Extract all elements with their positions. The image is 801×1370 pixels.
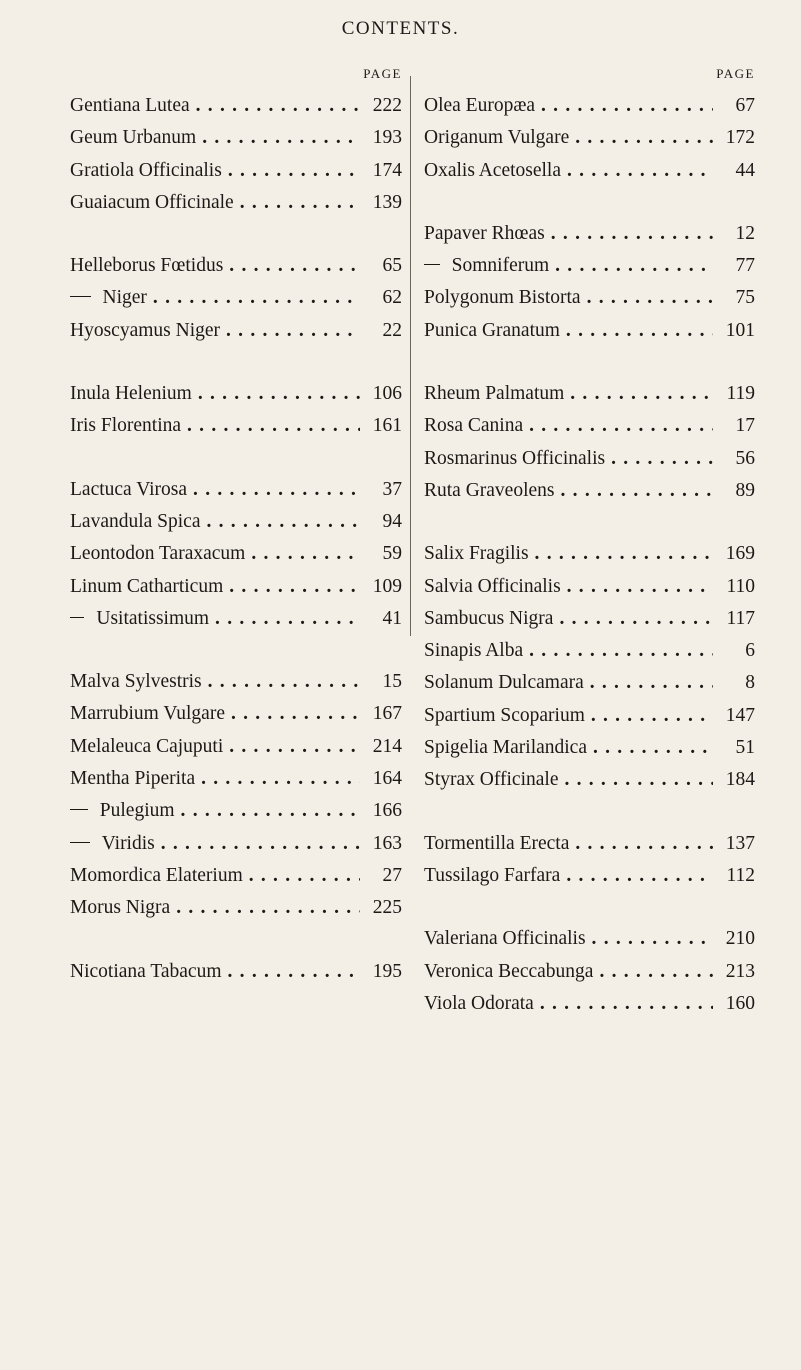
entry-name-text: Oxalis Acetosella [424,159,562,181]
contents-entry [424,538,755,570]
contents-entry [424,315,755,347]
entry-name [70,763,195,795]
entry-name-text: Sambucus Nigra [424,607,554,629]
dot-leader [529,635,713,667]
entry-name-text: Gratiola Officinalis [70,159,222,181]
entry-page-number: 17 [735,415,755,437]
page-column-header: PAGE [363,66,402,81]
dot-leader [249,860,360,892]
entry-name [70,315,220,347]
entry-page-number: 161 [372,415,402,437]
contents-entry [424,282,755,314]
entry-name [424,315,560,347]
entry-name-text: Marrubium Vulgare [70,703,225,725]
dot-leader [201,763,360,795]
dot-leader [198,378,360,410]
entry-name-text: Iris Florentina [70,415,182,437]
entry-page-number: 147 [725,704,755,726]
entry-name [70,731,223,763]
contents-entry [70,90,402,122]
entry-page-number: 106 [372,383,402,405]
dot-leader [176,892,360,924]
entry-page-number: 169 [725,543,755,565]
entry-page-number: 75 [735,287,755,309]
entry-name [70,474,187,506]
entry-page-number: 89 [735,479,755,501]
contents-entry [424,410,755,442]
contents-entry [70,538,402,570]
entry-name [70,155,222,187]
contents-column-left [70,66,402,988]
entry-page-number: 77 [735,255,755,277]
entry-name [424,667,584,699]
contents-entry [424,700,755,732]
entry-name-text: Sinapis Alba [424,640,524,662]
contents-entry [424,667,755,699]
dot-leader [215,603,360,635]
dot-leader [181,795,360,827]
entry-name-text: Hyoscyamus Niger [70,319,221,341]
column-divider [410,76,411,636]
entry-name-text: Momordica Elaterium [70,864,243,886]
dot-leader [228,155,360,187]
entry-name [452,250,550,282]
dot-leader [226,315,360,347]
ditto-dash [70,809,88,810]
entry-page-number: 167 [372,703,402,725]
dot-leader [193,474,360,506]
entry-page-number: 65 [382,255,402,277]
dot-leader [555,250,713,282]
entry-name-text: Punica Granatum [424,319,560,341]
entry-page-number: 12 [735,222,755,244]
entry-name-text: Guaiacum Officinale [70,191,234,213]
entry-name [424,571,561,603]
entry-list [70,90,402,988]
entry-name [424,410,523,442]
dot-leader [535,538,713,570]
dot-leader [207,506,361,538]
entry-name [70,90,190,122]
entry-name-text: Usitatissimum [96,607,210,629]
dot-leader [567,571,713,603]
contents-entry [424,764,755,796]
entry-name [70,956,222,988]
entry-page-number: 37 [382,478,402,500]
contents-entry [424,860,755,892]
entry-page-number: 6 [745,640,755,662]
entry-page-number: 51 [735,737,755,759]
entry-name-text: Spartium Scoparium [424,704,585,726]
entry-name-text: Linum Catharticum [70,575,224,597]
entry-name [70,122,196,154]
entry-page-number: 184 [725,769,755,791]
entry-name-text: Olea Europæa [424,95,536,116]
contents-entry [70,698,402,730]
dot-leader [591,700,713,732]
dot-leader [559,603,713,635]
entry-name [70,410,181,442]
entry-name [424,956,593,988]
entry-name-text: Gentiana Lutea [70,95,190,116]
dot-leader [567,155,713,187]
contents-entry [424,571,755,603]
dot-leader [590,667,713,699]
entry-page-number: 213 [725,960,755,982]
dot-leader [561,475,713,507]
entry-page-number: 27 [382,864,402,886]
ditto-dash [424,264,440,265]
entry-name [103,282,147,314]
dot-leader [570,378,713,410]
contents-entry [70,122,402,154]
entry-name-text: Nicotiana Tabacum [70,960,222,982]
dot-leader [575,828,713,860]
entry-name [70,538,245,570]
contents-entry [424,218,755,250]
entry-name [424,378,564,410]
entry-page-number: 166 [372,800,402,822]
entry-name-text: Melaleuca Cajuputi [70,735,224,757]
dot-leader [208,666,360,698]
ditto-dash [70,617,84,618]
dot-leader [529,410,713,442]
contents-entry [424,988,755,1020]
entry-name-text: Tormentilla Erecta [424,832,570,854]
dot-leader [593,732,713,764]
entry-name-text: Salvia Officinalis [424,575,561,597]
entry-page-number: 119 [726,383,755,405]
entry-page-number: 59 [382,543,402,565]
contents-entry [424,475,755,507]
entry-name [424,122,569,154]
entry-name [424,860,560,892]
contents-entry [424,90,755,122]
dot-leader [161,828,360,860]
entry-name [424,282,581,314]
entry-page-number: 41 [382,607,402,629]
entry-name-text: Leontodon Taraxacum [70,543,246,565]
entry-page-number: 109 [372,575,402,597]
entry-page-number: 160 [725,992,755,1014]
entry-name-text: Rosa Canina [424,415,524,437]
entry-page-number: 174 [372,159,402,181]
entry-name [424,155,561,187]
contents-entry [70,315,402,347]
dot-leader [251,538,360,570]
entry-name-text: Salix Fragilis [424,543,529,565]
contents-entry [424,378,755,410]
contents-entry [70,892,402,924]
dot-leader [202,122,360,154]
entry-name-text: Tussilago Farfara [424,864,561,886]
contents-entry [70,571,402,603]
entry-name-text: Pulegium [99,800,175,822]
contents-entry [424,250,755,282]
entry-page-number: 44 [735,159,755,181]
entry-page-number: 56 [735,447,755,469]
contents-entry [70,378,402,410]
entry-page-number: 172 [725,127,755,149]
ditto-dash [70,296,91,297]
entry-page-number: 62 [382,287,402,309]
contents-entry [424,122,755,154]
page-column-header: PAGE [716,66,755,81]
entry-name-text: Viola Odorata [424,992,534,1014]
entry-name-text: Helleborus Fœtidus [70,255,224,277]
entry-page-number: 164 [372,768,402,790]
contents-entry [424,828,755,860]
entry-name-text: Rosmarinus Officinalis [424,447,606,469]
entry-page-number: 22 [382,319,402,341]
dot-leader [592,923,713,955]
dot-leader [551,218,713,250]
entry-name [70,892,170,924]
contents-entry [424,443,755,475]
entry-name [424,635,523,667]
entry-page-number: 94 [382,510,402,532]
entry-page-number: 15 [382,671,402,693]
entry-name [70,860,243,892]
entry-name [70,666,202,698]
entry-name [424,764,558,796]
entry-name-text: Niger [102,287,147,309]
entry-name-text: Mentha Piperita [70,768,196,790]
contents-entry [424,603,755,635]
entry-name-text: Solanum Dulcamara [424,672,584,694]
entry-page-number: 137 [725,832,755,854]
entry-name-text: Spigelia Marilandica [424,737,587,759]
entry-name-text: Malva Sylvestris [70,671,202,693]
dot-leader [541,90,713,122]
contents-entry [424,923,755,955]
entry-page-number: 101 [725,319,755,341]
entry-name [70,506,201,538]
ditto-dash [70,842,90,843]
entry-name [424,90,535,122]
entry-name-text: Rheum Palmatum [424,383,565,405]
entry-page-number: 163 [372,832,402,854]
contents-entry [70,828,402,860]
contents-entry [424,956,755,988]
contents-entry [70,666,402,698]
dot-leader [566,315,713,347]
entry-name-text: Viridis [101,832,155,854]
entry-page-number: 210 [725,928,755,950]
dot-leader [587,282,713,314]
entry-page-number: 117 [726,607,755,629]
entry-name-text: Geum Urbanum [70,127,197,149]
entry-name [70,187,234,219]
entry-name [70,378,192,410]
entry-name-text: Inula Helenium [70,383,192,405]
entry-name [424,443,605,475]
dot-leader [153,282,360,314]
entry-name-text: Lavandula Spica [70,510,201,532]
entry-name-text: Ruta Graveolens [424,479,555,501]
page-title: CONTENTS. [341,18,460,39]
contents-entry [424,155,755,187]
entry-name-text: Somniferum [451,255,550,277]
entry-name-text: Veronica Beccabunga [424,960,594,982]
contents-entry [70,603,402,635]
dot-leader [187,410,360,442]
entry-name [70,698,225,730]
entry-name [70,250,223,282]
entry-name [424,988,534,1020]
dot-leader [611,443,713,475]
contents-entry [424,732,755,764]
dot-leader [229,571,360,603]
entry-page-number: 195 [372,960,402,982]
contents-entry [70,731,402,763]
entry-name [424,923,586,955]
entry-page-number: 214 [372,735,402,757]
entry-name-text: Polygonum Bistorta [424,287,581,309]
contents-entry [70,282,402,314]
entry-name [424,475,555,507]
dot-leader [228,956,360,988]
dot-leader [240,187,360,219]
dot-leader [229,250,360,282]
entry-name [424,828,569,860]
entry-page-number: 139 [372,191,402,213]
entry-name-text: Morus Nigra [70,897,171,919]
entry-name [424,700,585,732]
entry-name-text: Styrax Officinale [424,769,559,791]
entry-name-text: Papaver Rhœas [424,222,545,244]
entry-page-number: 112 [726,864,755,886]
dot-leader [540,988,713,1020]
dot-leader [229,731,360,763]
contents-column-right [424,66,755,1020]
entry-name [96,603,209,635]
entry-page-number: 67 [735,95,755,116]
entry-page-number: 225 [372,897,402,919]
contents-entry [70,795,402,827]
entry-name-text: Valeriana Officinalis [424,928,586,950]
entry-name [102,828,155,860]
entry-page-number: 193 [372,127,402,149]
contents-entry [70,250,402,282]
entry-list [424,90,755,1020]
dot-leader [196,90,360,122]
entry-name [100,795,175,827]
entry-name [424,732,587,764]
dot-leader [564,764,713,796]
contents-entry [70,763,402,795]
entry-name [70,571,223,603]
contents-entry [70,474,402,506]
entry-name-text: Lactuca Virosa [70,478,188,500]
contents-entry [70,410,402,442]
entry-page-number: 8 [745,672,755,694]
contents-entry [70,187,402,219]
entry-name [424,538,529,570]
entry-page-number: 110 [726,575,755,597]
entry-name [424,218,545,250]
entry-name-text: Origanum Vulgare [424,127,570,149]
entry-name [424,603,553,635]
dot-leader [566,860,713,892]
contents-entry [424,635,755,667]
contents-entry [70,956,402,988]
contents-entry [70,506,402,538]
dot-leader [575,122,713,154]
dot-leader [231,698,360,730]
entry-page-number: 222 [372,95,402,116]
contents-entry [70,155,402,187]
dot-leader [599,956,713,988]
contents-entry [70,860,402,892]
